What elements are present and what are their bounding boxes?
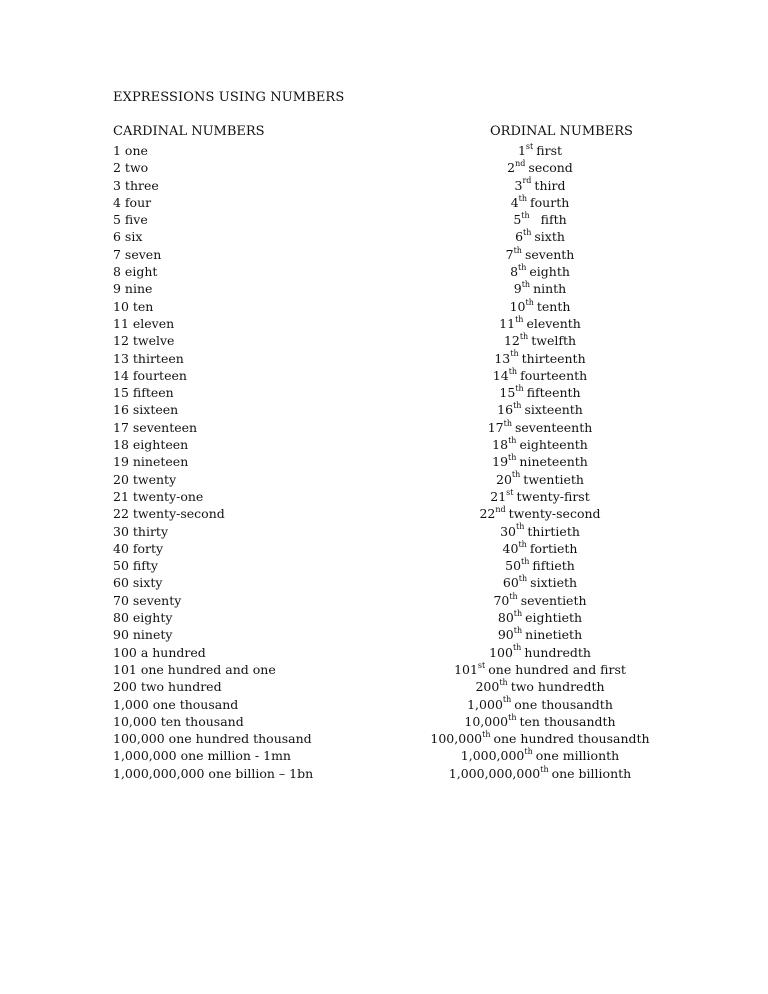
ordinal-numeral: 1,000,000,000: [448, 765, 541, 781]
ordinal-entry: [506, 246, 575, 263]
ordinal-entry: [511, 194, 570, 211]
ordinal-numeral: 8: [510, 264, 519, 280]
ordinal-suffix: nd: [515, 159, 526, 169]
ordinal-entry: [510, 263, 570, 280]
cardinal-number-item: 21 twenty-one: [113, 488, 204, 504]
cardinal-number-item: 40 forty: [113, 540, 164, 556]
cardinal-number-item: 80 eighty: [113, 610, 173, 626]
ordinal-numeral: 12: [503, 333, 520, 349]
cardinal-number-item: 20 twenty: [113, 471, 177, 487]
ordinal-numeral: 21: [490, 488, 507, 504]
ordinal-numeral: 15: [499, 385, 516, 401]
ordinal-word: fourth: [530, 194, 570, 210]
ordinal-number-item: [420, 713, 700, 730]
ordinal-numeral: 19: [492, 454, 509, 470]
ordinal-numbers-header: ORDINAL NUMBERS: [490, 124, 633, 139]
ordinal-numeral: 17: [487, 419, 504, 435]
ordinal-numeral: 3: [514, 177, 523, 193]
cardinal-number-item: 19 nineteen: [113, 454, 189, 470]
ordinal-word: second: [528, 160, 573, 176]
cardinal-number-item: 30 thirty: [113, 523, 169, 539]
ordinal-numeral: 100: [489, 644, 513, 660]
ordinal-entry: [490, 488, 589, 505]
ordinal-word: ten thousandth: [519, 713, 616, 729]
cardinal-number-item: 4 four: [113, 194, 152, 210]
ordinal-number-item: [420, 367, 700, 384]
ordinal-suffix: th: [524, 747, 533, 757]
ordinal-suffix: th: [523, 228, 532, 238]
ordinal-suffix: th: [525, 297, 534, 307]
ordinal-number-item: [420, 298, 700, 315]
ordinal-suffix: th: [503, 418, 512, 428]
cardinal-number-item: 17 seventeen: [113, 419, 198, 435]
ordinal-entry: [515, 228, 565, 245]
ordinal-word: twenty-second: [508, 506, 601, 522]
ordinal-entry: [518, 142, 562, 159]
ordinal-number-item: [420, 263, 700, 280]
cardinal-number-item: 10 ten: [113, 298, 154, 314]
ordinal-number-item: [420, 661, 700, 678]
ordinal-number-item: [420, 194, 700, 211]
ordinal-entry: [514, 280, 567, 297]
ordinal-word: nineteenth: [519, 454, 588, 470]
ordinal-word: fortieth: [529, 540, 578, 556]
ordinal-entry: [510, 298, 571, 315]
ordinal-entry: [493, 367, 587, 384]
ordinal-numeral: 70: [493, 592, 510, 608]
ordinal-entry: [489, 644, 591, 661]
ordinal-suffix: st: [506, 487, 514, 497]
ordinal-suffix: th: [482, 729, 491, 739]
cardinal-number-item: 12 twelve: [113, 333, 175, 349]
ordinal-word: eighteenth: [519, 437, 588, 453]
ordinal-word: eightieth: [525, 610, 583, 626]
ordinal-word: tenth: [536, 298, 571, 314]
ordinal-suffix: nd: [495, 505, 506, 515]
ordinal-entry: [493, 592, 586, 609]
ordinal-word: one millionth: [535, 748, 620, 764]
ordinal-number-item: [420, 609, 700, 626]
ordinal-numeral: 200: [475, 679, 500, 695]
ordinal-suffix: th: [521, 280, 531, 290]
ordinal-number-item: [420, 626, 700, 643]
ordinal-word: twentieth: [523, 471, 584, 487]
ordinal-number-item: [420, 228, 700, 245]
ordinal-number-item: [420, 765, 700, 782]
page-title: EXPRESSIONS USING NUMBERS: [113, 90, 345, 105]
ordinal-entry: [515, 177, 566, 194]
ordinal-suffix: th: [508, 453, 517, 463]
ordinal-number-item: [420, 436, 700, 453]
cardinal-number-item: 16 sixteen: [113, 402, 179, 418]
cardinal-number-item: 100 a hundred: [113, 644, 206, 660]
ordinal-entry: [430, 730, 649, 747]
cardinal-number-item: 6 six: [113, 229, 143, 245]
ordinal-suffix: th: [513, 626, 523, 636]
ordinal-number-item: [420, 159, 700, 176]
cardinal-number-item: 100,000 one hundred thousand: [113, 731, 312, 747]
ordinal-suffix: th: [515, 522, 525, 532]
ordinal-word: sixteenth: [524, 402, 583, 418]
ordinal-entry: [467, 696, 613, 713]
ordinal-suffix: rd: [522, 176, 532, 186]
ordinal-suffix: th: [508, 435, 517, 445]
ordinal-entry: [475, 678, 604, 695]
ordinal-suffix: st: [525, 141, 534, 151]
ordinal-number-item: [420, 315, 700, 332]
ordinal-number-item: [420, 471, 700, 488]
ordinal-entry: [498, 626, 582, 643]
ordinal-suffix: th: [511, 470, 521, 480]
ordinal-number-item: [420, 384, 700, 401]
ordinal-number-item: [420, 747, 700, 764]
ordinal-number-item: [420, 540, 700, 557]
ordinal-entry: [507, 159, 573, 176]
ordinal-entry: [492, 436, 588, 453]
cardinal-number-item: 1,000 one thousand: [113, 696, 239, 712]
cardinal-number-item: 15 fifteen: [113, 385, 174, 401]
ordinal-entry: [504, 332, 576, 349]
ordinal-word: one hundred thousandth: [493, 731, 650, 747]
ordinal-numeral: 11: [499, 315, 516, 331]
ordinal-number-item: [420, 696, 700, 713]
ordinal-suffix: th: [540, 764, 549, 774]
cardinal-number-item: 200 two hundred: [113, 679, 222, 695]
cardinal-number-item: 101 one hundred and one: [113, 661, 276, 677]
ordinal-numeral: 90: [497, 627, 514, 643]
ordinal-number-item: [420, 557, 700, 574]
cardinal-number-item: 7 seven: [113, 246, 162, 262]
cardinal-numbers-header: CARDINAL NUMBERS: [113, 124, 265, 139]
ordinal-number-item: [420, 678, 700, 695]
ordinal-entry: [454, 661, 626, 678]
ordinal-suffix: th: [508, 712, 517, 722]
ordinal-word: eighth: [529, 264, 570, 280]
ordinal-entry: [498, 609, 582, 626]
ordinal-word: seventeenth: [515, 419, 593, 435]
ordinal-word: fifth: [532, 212, 567, 228]
ordinal-suffix: th: [518, 193, 528, 203]
cardinal-number-item: 90 ninety: [113, 627, 173, 643]
ordinal-suffix: th: [508, 366, 518, 376]
ordinal-number-item: [420, 177, 700, 194]
ordinal-word: one billionth: [551, 765, 632, 781]
ordinal-entry: [464, 713, 615, 730]
ordinal-number-item: [420, 592, 700, 609]
cardinal-number-item: 10,000 ten thousand: [113, 713, 244, 729]
ordinal-number-item: [420, 211, 700, 228]
ordinal-entry: [492, 453, 588, 470]
ordinal-entry: [461, 747, 619, 764]
ordinal-suffix: th: [499, 678, 508, 688]
ordinal-numeral: 14: [492, 367, 509, 383]
ordinal-entry: [499, 384, 580, 401]
ordinal-word: seventh: [524, 246, 575, 262]
ordinal-number-item: [420, 523, 700, 540]
ordinal-word: first: [536, 143, 563, 158]
ordinal-suffix: th: [518, 539, 527, 549]
ordinal-entry: [494, 350, 585, 367]
ordinal-entry: [499, 315, 581, 332]
ordinal-numeral: 50: [505, 558, 522, 574]
cardinal-number-item: 70 seventy: [113, 592, 182, 608]
ordinal-number-item: [420, 488, 700, 505]
ordinal-suffix: th: [515, 314, 524, 324]
ordinal-numeral: 4: [510, 194, 519, 210]
cardinal-number-item: 2 two: [113, 160, 149, 176]
cardinal-number-item: 1,000,000,000 one billion – 1bn: [113, 765, 314, 781]
ordinal-suffix: th: [515, 384, 524, 393]
ordinal-numeral: 6: [515, 229, 524, 245]
ordinal-word: thirtieth: [527, 523, 580, 539]
cardinal-number-item: 22 twenty-second: [113, 506, 225, 522]
ordinal-number-item: [420, 419, 700, 436]
ordinal-entry: [500, 523, 580, 540]
ordinal-entry: [505, 557, 575, 574]
ordinal-number-item: [420, 505, 700, 522]
ordinal-numeral: 20: [496, 471, 512, 487]
ordinal-number-item: [420, 453, 700, 470]
ordinal-entry: [449, 765, 631, 782]
ordinal-entry: [496, 471, 584, 488]
ordinal-word: fourteenth: [520, 367, 588, 383]
ordinal-entry: [488, 419, 593, 436]
ordinal-number-item: [420, 401, 700, 418]
ordinal-numeral: 100,000: [430, 731, 483, 747]
ordinal-word: sixth: [534, 229, 565, 245]
ordinal-word: hundredth: [524, 644, 591, 660]
ordinal-suffix: th: [513, 245, 522, 255]
ordinal-numeral: 40: [502, 540, 519, 556]
ordinal-number-item: [420, 246, 700, 263]
ordinal-number-item: [420, 644, 700, 661]
ordinal-entry: [497, 401, 583, 418]
ordinal-number-item: [420, 574, 700, 591]
cardinal-number-item: 18 eighteen: [113, 437, 189, 453]
cardinal-number-item: 13 thirteen: [113, 350, 184, 366]
ordinal-numbers-list: [420, 142, 700, 782]
ordinal-number-item: [420, 280, 700, 297]
ordinal-word: one hundred and first: [488, 661, 626, 677]
ordinal-numeral: 2: [507, 160, 516, 176]
ordinal-number-item: [420, 350, 700, 367]
ordinal-numeral: 1: [517, 143, 526, 158]
ordinal-word: one thousandth: [514, 696, 613, 712]
ordinal-word: thirteenth: [521, 350, 586, 366]
ordinal-suffix: th: [502, 695, 512, 705]
ordinal-number-item: [420, 142, 700, 159]
ordinal-numeral: 101: [454, 661, 478, 677]
ordinal-numeral: 13: [494, 350, 511, 366]
ordinal-suffix: th: [518, 574, 528, 584]
ordinal-number-item: [420, 332, 700, 349]
ordinal-word: twelfth: [531, 333, 577, 349]
cardinal-number-item: 9 nine: [113, 281, 153, 297]
cardinal-number-item: 1,000,000 one million - 1mn: [113, 748, 291, 764]
ordinal-word: third: [534, 177, 566, 193]
ordinal-numeral: 30: [500, 523, 516, 539]
cardinal-number-item: 3 three: [113, 177, 159, 193]
ordinal-entry: [513, 211, 566, 228]
ordinal-word: eleventh: [526, 315, 581, 331]
ordinal-numeral: 5: [513, 212, 522, 228]
ordinal-suffix: th: [513, 608, 523, 618]
ordinal-word: twenty-first: [516, 488, 590, 504]
ordinal-suffix: th: [512, 643, 522, 653]
ordinal-suffix: th: [518, 262, 527, 272]
ordinal-suffix: th: [521, 211, 530, 221]
ordinal-entry: [503, 574, 577, 591]
ordinal-numeral: 9: [513, 281, 522, 297]
ordinal-word: seventieth: [520, 592, 587, 608]
ordinal-entry: [479, 505, 600, 522]
cardinal-number-item: 60 sixty: [113, 575, 163, 591]
ordinal-suffix: st: [477, 660, 486, 670]
ordinal-numeral: 10: [509, 298, 526, 314]
ordinal-numeral: 1,000,000: [460, 748, 525, 764]
ordinal-numeral: 7: [505, 246, 514, 262]
ordinal-suffix: th: [521, 556, 530, 566]
cardinal-number-item: 50 fifty: [113, 558, 158, 574]
ordinal-numeral: 22: [479, 506, 496, 522]
ordinal-numeral: 80: [497, 610, 514, 626]
ordinal-suffix: th: [509, 591, 518, 601]
ordinal-numeral: 10,000: [464, 713, 509, 729]
ordinal-suffix: th: [513, 401, 522, 411]
cardinal-number-item: 1 one: [113, 143, 148, 158]
ordinal-word: fiftieth: [532, 558, 575, 574]
cardinal-number-item: 14 fourteen: [113, 367, 187, 383]
ordinal-numeral: 16: [497, 402, 514, 418]
ordinal-number-item: [420, 730, 700, 747]
ordinal-numeral: 1,000: [467, 696, 503, 712]
ordinal-numeral: 18: [492, 437, 509, 453]
ordinal-suffix: th: [510, 349, 519, 359]
ordinal-word: two hundredth: [510, 679, 605, 695]
ordinal-word: ninth: [533, 281, 567, 297]
cardinal-number-item: 11 eleven: [113, 315, 175, 331]
ordinal-word: fifteenth: [526, 385, 581, 401]
cardinal-number-item: 5 five: [113, 212, 148, 228]
cardinal-numbers-list: [113, 142, 433, 782]
cardinal-number-item: 8 eight: [113, 264, 158, 280]
ordinal-entry: [503, 540, 578, 557]
ordinal-word: ninetieth: [525, 627, 583, 643]
ordinal-suffix: th: [519, 332, 529, 342]
ordinal-numeral: 60: [502, 575, 519, 591]
ordinal-word: sixtieth: [530, 575, 578, 591]
